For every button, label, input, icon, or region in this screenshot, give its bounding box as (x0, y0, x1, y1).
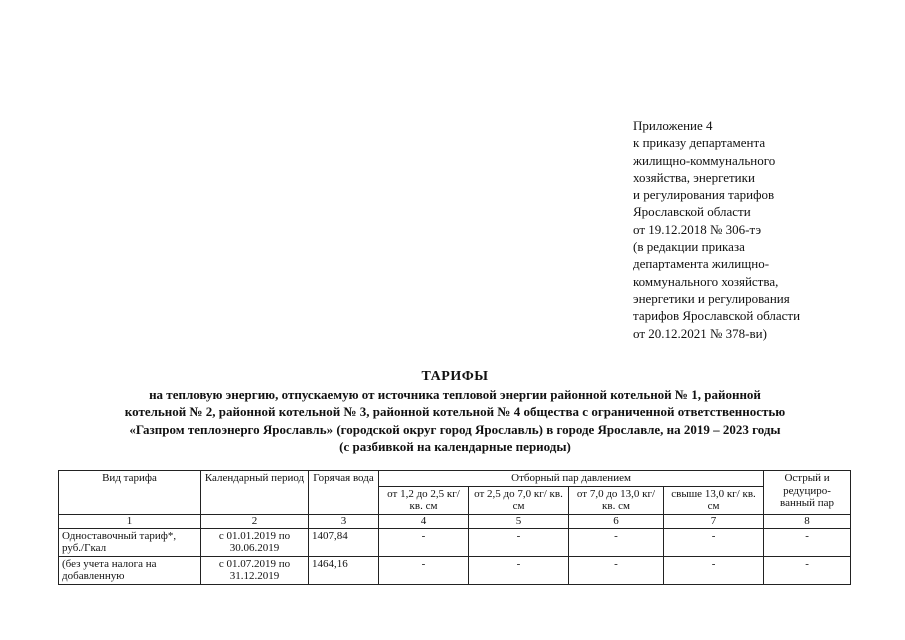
header-steam-col: от 1,2 до 2,5 кг/ кв. см (379, 486, 469, 514)
header-period: Календарный период (201, 471, 309, 515)
document-title (60, 368, 850, 456)
appendix-line: хозяйства, энергетики (633, 169, 755, 185)
appendix-line: энергетики и регулирования (633, 290, 790, 306)
column-number: 8 (764, 514, 851, 528)
appendix-line: (в редакции приказа (633, 239, 745, 255)
appendix-line: жилищно-коммунального (633, 152, 776, 168)
value-cell: - (664, 528, 764, 556)
title-line: на тепловую энергию, отпускаемую от источника тепловой энергии районной котельной № 1, районной (149, 386, 761, 402)
appendix-line: от 19.12.2018 № 306-тэ (633, 221, 762, 237)
header-row (59, 471, 851, 487)
value-cell: - (569, 528, 664, 556)
table-row (59, 556, 851, 584)
tariff-name-cell: Одноставочный тариф*, руб./Гкал (59, 528, 201, 556)
period-cell: с 01.07.2019 по 31.12.2019 (201, 556, 309, 584)
title-line: «Газпром теплоэнерго Ярославль» (городской округ город Ярославль) в городе Ярославле, на 2019 – 2023 годы (129, 421, 781, 437)
title-line: (с разбивкой на календарные периоды) (339, 439, 571, 454)
appendix-line: Ярославской области (633, 204, 751, 220)
hot-water-cell: 1407,84 (309, 528, 379, 556)
header-hot-water: Горячая вода (309, 471, 379, 515)
column-number: 2 (201, 514, 309, 528)
column-number: 1 (59, 514, 201, 528)
appendix-block (633, 117, 893, 342)
appendix-line: департамента жилищно- (633, 256, 770, 272)
column-number: 5 (469, 514, 569, 528)
value-cell: - (764, 528, 851, 556)
header-steam-col: от 2,5 до 7,0 кг/ кв. см (469, 486, 569, 514)
header-steam-group: Отборный пар давлением (379, 471, 764, 487)
appendix-line: и регулирования тарифов (633, 187, 775, 203)
appendix-line: тарифов Ярославской области (633, 308, 801, 324)
appendix-line: коммунального хозяйства, (633, 273, 779, 289)
value-cell: - (764, 556, 851, 584)
table-row (59, 528, 851, 556)
value-cell: - (469, 556, 569, 584)
header-sharp-steam: Острый и редуциро-ванный пар (764, 471, 851, 515)
column-number: 4 (379, 514, 469, 528)
value-cell: - (569, 556, 664, 584)
column-numbers-row (59, 514, 851, 528)
appendix-line: к приказу департамента (633, 135, 766, 151)
tariff-table (58, 470, 851, 585)
value-cell: - (379, 528, 469, 556)
title-line: котельной № 2, районной котельной № 3, районной котельной № 4 общества с ограниченной ответственностью (124, 404, 786, 419)
hot-water-cell: 1464,16 (309, 556, 379, 584)
title-heading: ТАРИФЫ (421, 369, 489, 384)
header-tariff-type: Вид тарифа (59, 471, 201, 515)
value-cell: - (664, 556, 764, 584)
column-number: 6 (569, 514, 664, 528)
value-cell: - (469, 528, 569, 556)
header-steam-col: свыше 13,0 кг/ кв. см (664, 486, 764, 514)
column-number: 7 (664, 514, 764, 528)
tariff-name-cell: (без учета налога на добавленную (59, 556, 201, 584)
column-number: 3 (309, 514, 379, 528)
appendix-line: Приложение 4 (633, 118, 713, 133)
appendix-line: от 20.12.2021 № 378-ви) (633, 325, 767, 341)
period-cell: с 01.01.2019 по 30.06.2019 (201, 528, 309, 556)
value-cell: - (379, 556, 469, 584)
header-steam-col: от 7,0 до 13,0 кг/кв. см (569, 486, 664, 514)
